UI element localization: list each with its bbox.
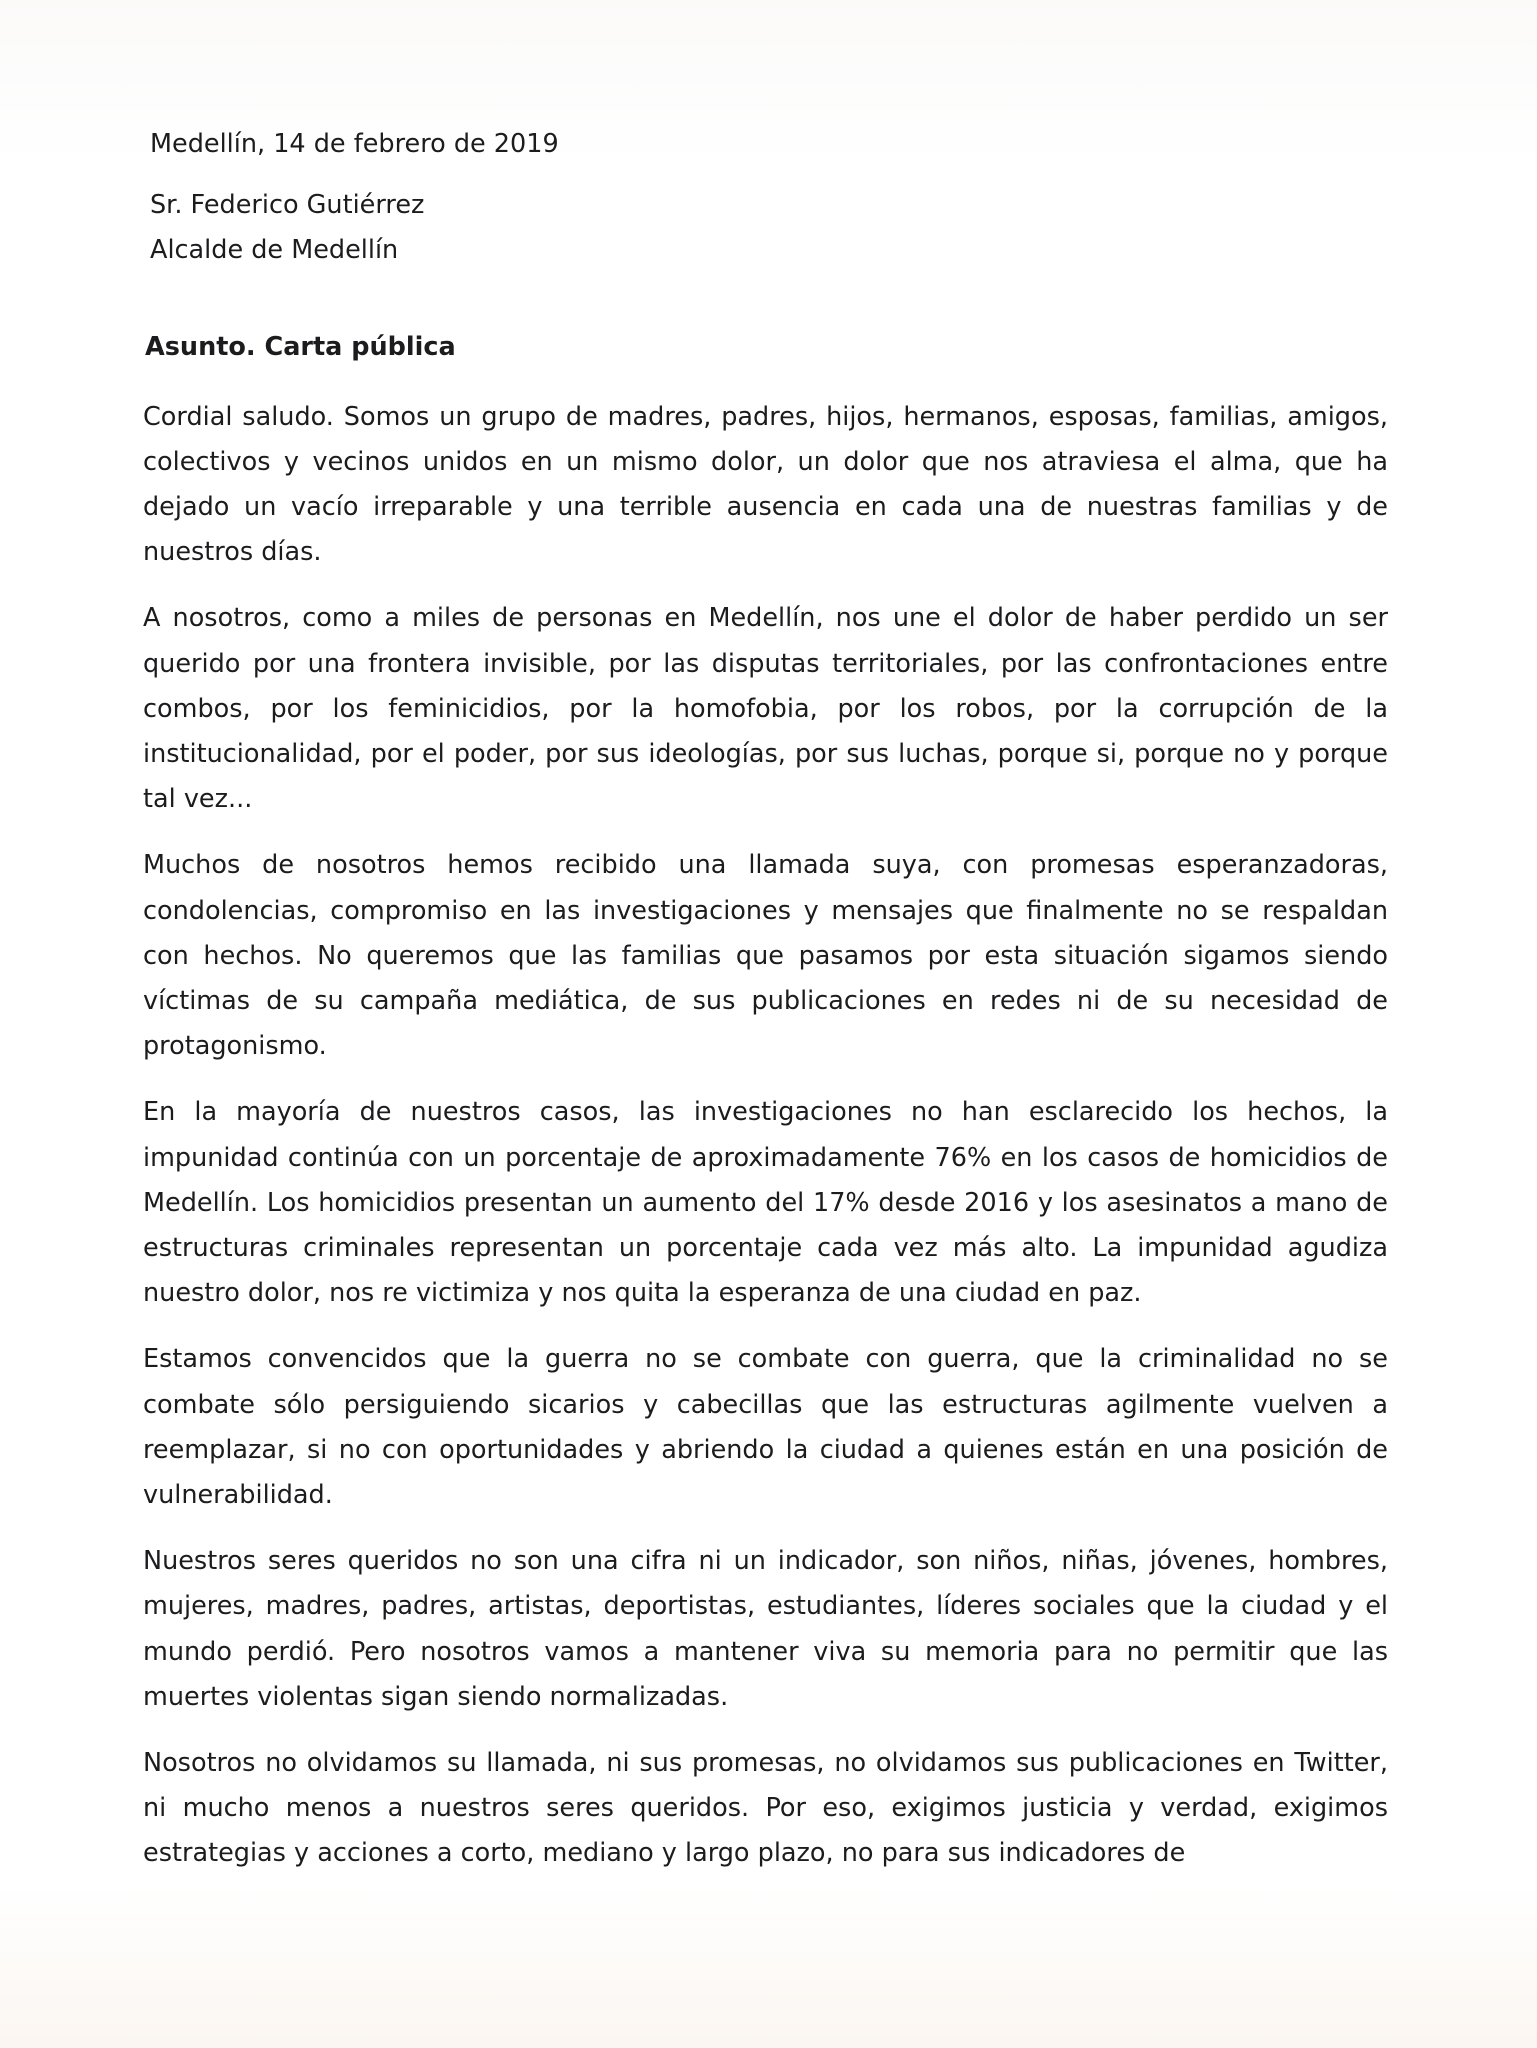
recipient-name: Sr. Federico Gutiérrez (150, 190, 425, 220)
paragraph-calls: Muchos de nosotros hemos recibido una llamada suya, con promesas esperanzadoras, condolencias, compromiso en las investigaciones y mensajes que finalmente no se respaldan con hechos. No queremos que las familias que pasamos por esta situación sigamos siendo víctimas de su campaña mediática, de sus publicaciones en redes ni de su necesidad de protagonismo. (143, 850, 1388, 1062)
date-line: Medellín, 14 de febrero de 2019 (150, 129, 559, 159)
recipient-title: Alcalde de Medellín (150, 235, 399, 265)
paragraph-impunity: En la mayoría de nuestros casos, las investigaciones no han esclarecido los hechos, la impunidad continúa con un porcentaje de aproximadamente 76% en los casos de homicidios de Medellín. Los homicidios presentan un aumento del 17% desde 2016 y los asesinatos a mano de estructuras criminales representan un porcentaje cada vez más alto. La impunidad agudiza nuestro dolor, nos re victimiza y nos quita la esperanza de una ciudad en paz. (143, 1097, 1388, 1309)
paragraph-spacer (143, 1069, 1388, 1090)
letter-body (143, 122, 1388, 1877)
paragraph-spacer (143, 1518, 1388, 1539)
recipient-block (150, 183, 1388, 273)
subject-line: Asunto. Carta pública (145, 332, 456, 362)
paragraph-spacer (143, 1316, 1388, 1337)
paragraph-demands: Nosotros no olvidamos su llamada, ni sus promesas, no olvidamos sus publicaciones en Twitter, ni mucho menos a nuestros seres queridos. Por eso, exigimos justicia y verdad, exigimos estrategias y acciones a corto, mediano y largo plazo, no para sus indicadores de (143, 1747, 1388, 1869)
paragraph-war: Estamos convencidos que la guerra no se combate con guerra, que la criminalidad no se combate sólo persiguiendo sicarios y cabecillas que las estructuras agilmente vuelven a reemplazar, si no con oportunidades y abriendo la ciudad a quienes están en una posición de vulnerabilidad. (143, 1344, 1388, 1510)
paragraph-spacer (143, 575, 1388, 596)
paragraph-greeting: Cordial saludo. Somos un grupo de madres, padres, hijos, hermanos, esposas, familias, amigos, colectivos y vecinos unidos en un mismo dolor, un dolor que nos atraviesa el alma, que ha dejado un vacío irreparable y una terrible ausencia en cada una de nuestras familias y de nuestros días. (143, 401, 1388, 568)
paragraph-spacer (143, 1720, 1388, 1741)
paragraph-loss: A nosotros, como a miles de personas en Medellín, nos une el dolor de haber perdido un ser querido por una frontera invisible, por las disputas territoriales, por las confrontaciones entre combos, por los feminicidios, por la homofobia, por los robos, por la corrupción de la institucionalidad, por el poder, por sus ideologías, por sus luchas, porque si, porque no y porque tal vez... (143, 603, 1388, 815)
paragraph-loved-ones: Nuestros seres queridos no son una cifra ni un indicador, son niños, niñas, jóvenes, hombres, mujeres, madres, padres, artistas, deportistas, estudiantes, líderes sociales que la ciudad y el mundo perdió. Pero nosotros vamos a mantener viva su memoria para no permitir que las muertes violentas sigan siendo normalizadas. (143, 1546, 1388, 1712)
paragraph-spacer (143, 822, 1388, 843)
